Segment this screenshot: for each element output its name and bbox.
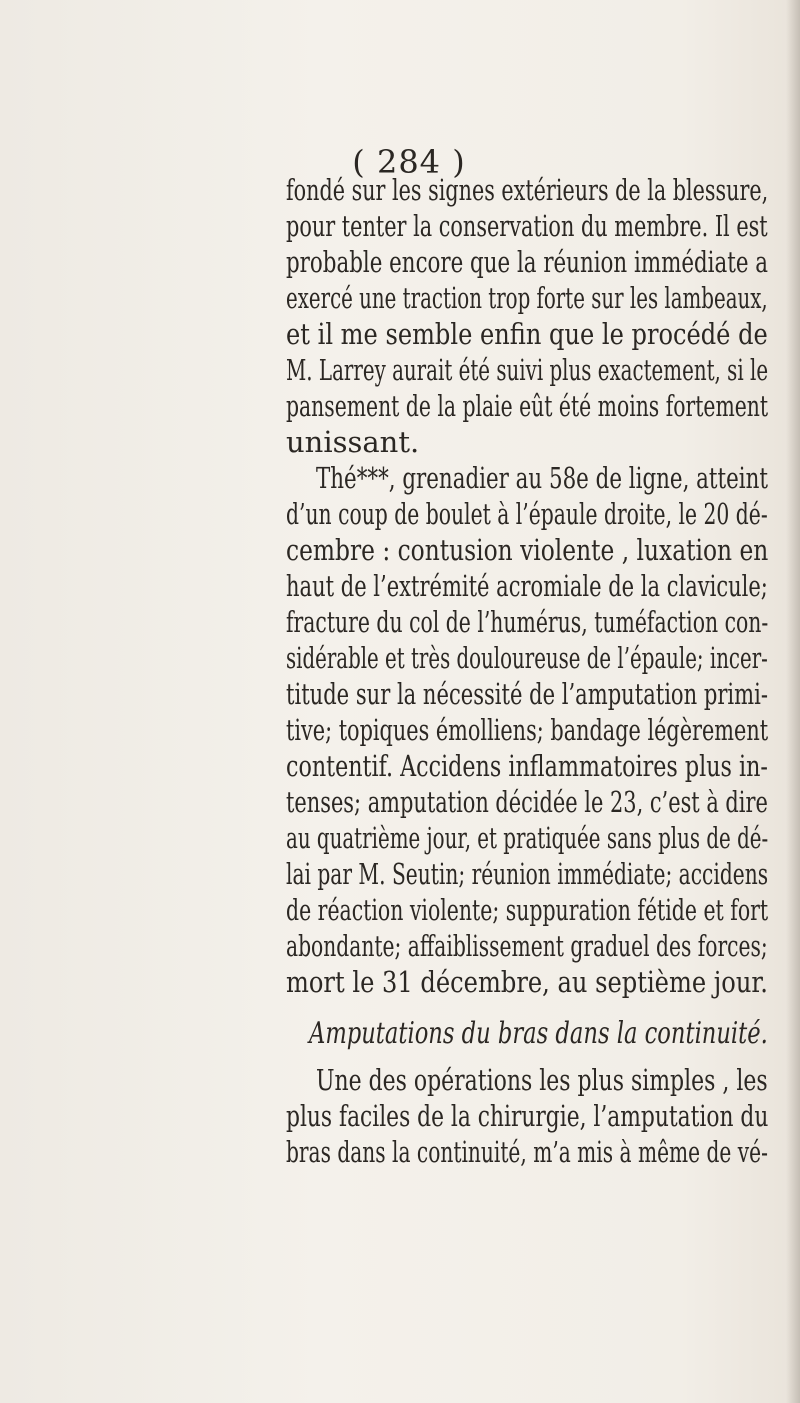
text-line: bras dans la continuité, m’a mis à même de vé- <box>286 1135 768 1169</box>
text-line: titude sur la nécessité de l’amputation primi- <box>286 677 768 711</box>
text-line: pansement de la plaie eût été moins fortement <box>286 389 769 423</box>
text-line: plus faciles de la chirurgie, l’amputation du <box>286 1099 769 1133</box>
text-line: exercé une traction trop forte sur les lambeaux, <box>286 281 768 315</box>
text-line: lai par M. Seutin; réunion immédiate; accidens <box>286 857 769 891</box>
text-line: fondé sur les signes extérieurs de la blessure, <box>286 173 769 207</box>
text-line: abondante; affaiblissement graduel des forces; <box>286 929 768 963</box>
text-line: au quatrième jour, et pratiquée sans plus de dé- <box>286 821 769 855</box>
text-line: haut de l’extrémité acromiale de la clavicule; <box>286 569 768 603</box>
text-line: tenses; amputation décidée le 23, c’est à dire <box>286 785 768 819</box>
text-line: contentif. Accidens inflammatoires plus in- <box>286 749 768 783</box>
text-line: d’un coup de boulet à l’épaule droite, le 20 dé- <box>286 497 768 531</box>
text-line: fracture du col de l’humérus, tuméfaction con- <box>286 605 769 639</box>
text-line: M. Larrey aurait été suivi plus exactement, si le <box>286 353 769 387</box>
text-line: et il me semble enfin que le procédé de <box>286 317 768 351</box>
text-line: mort le 31 décembre, au septième jour. <box>286 965 768 999</box>
text-line: Une des opérations les plus simples , les <box>316 1063 768 1097</box>
text-line: pour tenter la conservation du membre. Il est <box>286 209 768 243</box>
page-edge-shadow <box>786 0 800 1403</box>
text-line: sidérable et très douloureuse de l’épaule; incer- <box>286 641 768 675</box>
text-line: de réaction violente; suppuration fétide et fort <box>286 893 769 927</box>
text-line: probable encore que la réunion immédiate a <box>286 245 769 279</box>
section-heading: Amputations du bras dans la continuité. <box>309 1016 768 1051</box>
text-line: tive; topiques émolliens; bandage légèrement <box>286 713 769 747</box>
text-line: cembre : contusion violente , luxation en <box>286 533 769 567</box>
text-line: Thé***, grenadier au 58e de ligne, atteint <box>316 461 768 495</box>
text-line: unissant. <box>286 425 420 459</box>
page-number: ( 284 ) <box>352 143 466 181</box>
